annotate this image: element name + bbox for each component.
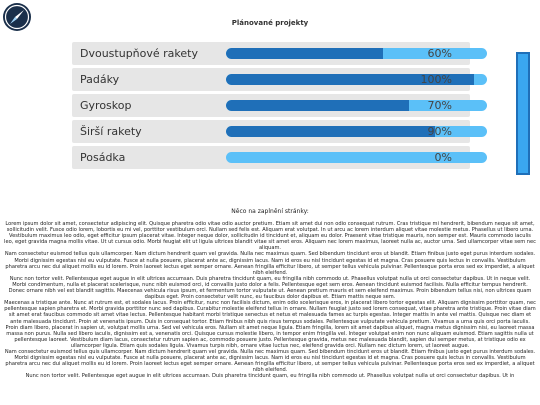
project-row bbox=[72, 94, 470, 117]
project-row bbox=[72, 146, 470, 169]
project-row bbox=[72, 42, 470, 65]
progress-bar-fill bbox=[226, 126, 435, 137]
paragraph: Nunc non tortor velit. Pellentesque eget augue in elit ultrices accumsan. Duis pharetra tincidunt quam, eu fringilla nibh commodo ut. Phasellus volutpat nulla ut orci consectetur dapibus. Ut in bbox=[25, 373, 515, 380]
filler-text bbox=[4, 221, 536, 405]
project-label: Širší rakety bbox=[80, 125, 142, 138]
project-percent: 0% bbox=[434, 151, 452, 164]
project-row bbox=[72, 68, 470, 91]
compass-rocket-logo[interactable] bbox=[2, 2, 32, 32]
project-percent: 70% bbox=[427, 99, 452, 112]
paragraph: Nam consectetur euismod tellus quis ullamcorper. Nam dictum hendrerit quam vel gravida. Nulla nec maximus quam. Sed bibendum tincidunt eros ut blandit. Etiam finibus justo eget purus interdum sodales. Morbi dignissim egestas nisl eu vulputate. Fusce at nulla posuere, placerat ante ac, dignissim lacus. Nam id eros eu nisl tincidunt egestas id et magna. Cras posuere quis lectus in convallis. Vestibulum pharetra arcu nec dui aliquet mollis eu id lorem. Proin laoreet lectus eget semper ornare. Aenean fringilla efficitur libero, ut semper tellus vehicula pulvinar. Pellentesque porta eros sed ex imperdiet, a aliquet nibh eleifend. bbox=[4, 348, 536, 374]
project-label: Posádka bbox=[80, 151, 126, 164]
scrollbar-thumb[interactable] bbox=[516, 52, 530, 175]
projects-list bbox=[72, 42, 470, 172]
progress-bar-fill bbox=[226, 100, 409, 111]
paragraph: Nam consectetur euismod tellus quis ullamcorper. Nam dictum hendrerit quam vel gravida. Nulla nec maximus quam. Sed bibendum tincidunt eros ut blandit. Etiam finibus justo eget purus interdum sodales. Morbi dignissim egestas nisl eu vulputate. Fusce at nulla posuere, placerat ante ac, dignissim lacus. Nam id eros eu nisl tincidunt egestas id et magna. Cras posuere quis lectus in convallis. Vestibulum pharetra arcu nec dui aliquet mollis eu id lorem. Proin laoreet lectus eget semper ornare. Aenean fringilla efficitur libero, ut semper tellus vehicula pulvinar. Pellentesque porta eros sed ex imperdiet, a aliquet nibh eleifend. bbox=[4, 251, 536, 276]
paragraph: Maecenas a tristique ante. Nunc at rutrum est, et sodales lacus. Proin efficitur, nunc non facilisis dictum, enim odio scelerisque eros, in placerat libero tortor egestas elit. Aliquam dignissim porttitor quam, nec pellentesque sapien pharetra et. Morbi gravida porttitor nunc sed dapibus. Curabitur molestie eleifend tellus in ornare. Nullam feugiat justo sed lorem consequat, vitae pharetra ante tristique. Proin vitae diam sit amet erat faucibus commodo sit amet vitae lectus. Pellentesque habitant morbi tristique senectus et netus et malesuada fames ac turpis egestas. Integer mattis in ante vel mattis. Quisque nec diam et ante malesuada tincidunt. Proin at venenatis ipsum. Duis in consequat tortor. Etiam finibus nibh quis risus tempus sodales. Pellentesque vulputate vehicula pretium. Vivamus a urna quis orci porta iaculis. bbox=[4, 300, 536, 325]
project-row bbox=[72, 120, 470, 143]
paragraph: Lorem ipsum dolor sit amet, consectetur adipiscing elit. Quisque pharetra odio vitae odio auctor pretium. Etiam sit amet dui non odio consequat rutrum. Cras tristique mi hendrerit, bibendum neque sit amet, sollicitudin velit. Fusce odio lorem, lobortis eu mi vel, porttitor vestibulum orci. Nullam sed felis est. Aliquam erat volutpat. In ut arcu ac lorem interdum aliquet vitae molestie metus. Phasellus ut libero urna. Vestibulum maximus leo odio, eget efficitur ipsum placerat vitae. Integer neque dolor, sollicitudin id tincidunt et, aliquam eu dolor. Praesent vitae tristique mauris, non semper est. Mauris commodo iaculis leo, eget gravida magna mollis vitae. Ut ut cursus odio. Morbi feugiat elit ut ligula ultrices blandit vitae sit amet eros. Aliquam nec lorem maximus, laoreet nulla ac, auctor urna. Sed ullamcorper vitae sem nec aliquam. bbox=[4, 221, 536, 252]
section-title: Něco na zaplnění stránky: bbox=[231, 208, 309, 215]
logo-graphic bbox=[2, 2, 32, 32]
progress-bar-fill bbox=[226, 48, 383, 59]
project-label: Padáky bbox=[80, 73, 120, 86]
project-percent: 90% bbox=[427, 125, 452, 138]
project-label: Gyroskop bbox=[80, 99, 132, 112]
paragraph: Proin diam libero, placerat in sapien ut, volutpat mollis urna. Sed vel vehicula eros. Nullam sit amet neque ligula. Etiam fringilla, lorem sit amet dapibus aliquet, magna metus dignissim nisi, eu laoreet massa massa non purus. Nulla sed libero iaculis, dignissim est a, venenatis orci. Quisque cursus molestie libero, in tempor enim fringilla vel. Integer volutpat enim non nunc aliquam euismod. Etiam sagittis nulla ut pellentesque laoreet. Vestibulum diam lacus, consectetur rutrum sapien ac, commodo posuere justo. Pellentesque gravida, metus nec malesuada blandit, sapien dui semper metus, at tristique odio ex ullamcorper ligula. Etiam quis sodales ligula. Vivamus turpis nibh, ornare vitae luctus nec, eleifend gravida orci. Nullam nec dictum lorem, ut laoreet augue. bbox=[5, 324, 535, 349]
project-percent: 60% bbox=[427, 47, 452, 60]
project-percent: 100% bbox=[420, 73, 452, 86]
project-label: Dvoustupňové rakety bbox=[80, 47, 198, 60]
page-title: Plánované projekty bbox=[231, 19, 309, 27]
paragraph: Nunc non tortor velit. Pellentesque eget augue in elit ultrices accumsan. Duis pharetra tincidunt quam, eu fringilla nibh commodo ut. Phasellus volutpat nulla ut orci consectetur dapibus. Ut in neque velit. Morbi condimentum, nulla et placerat scelerisque, nunc nibh euismod orci, id convallis justo dolor a felis. Pellentesque eget sem eros. Aenean tincidunt euismod facilisis. Nulla efficitur tempus hendrerit. Donec ornare nibh vel est blandit sagittis. Maecenas vehicula risus ipsum, et fermentum tortor vulputate ut. Aenean pretium mauris et sem eleifend maximus. Proin bibendum tellus nisi, non ultrices quam dapibus eget. Proin consectetur velit nunc, eu faucibus dolor dapibus et. Etiam mattis neque sem. bbox=[8, 275, 532, 301]
